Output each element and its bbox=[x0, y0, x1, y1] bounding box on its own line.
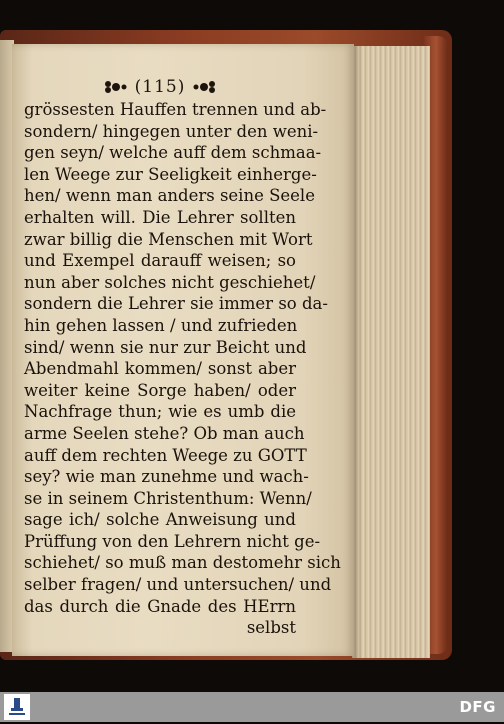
text-line: Prüffung von den Lehrern nicht ge- bbox=[24, 531, 321, 551]
text-line: sind/ wenn sie nur zur Beicht und bbox=[24, 337, 307, 357]
right-ornament-icon bbox=[191, 79, 217, 95]
text-line: sondern/ hingegen unter den weni- bbox=[24, 121, 319, 141]
text-line: das durch die Gnade des HErrn bbox=[24, 596, 296, 616]
page-number: (115) bbox=[134, 77, 186, 97]
text-line: gen seyn/ welche auff dem schmaa- bbox=[24, 143, 322, 163]
page-text bbox=[24, 99, 341, 639]
text-line: selber fragen/ und untersuchen/ und bbox=[24, 575, 332, 595]
viewer-footer-bar bbox=[0, 692, 504, 722]
text-line: Abendmahl kommen/ sonst aber bbox=[24, 359, 296, 379]
catchword: selbst bbox=[246, 618, 296, 638]
text-line: arme Seelen stehe? Ob man auch bbox=[24, 423, 305, 443]
library-seal-icon[interactable] bbox=[4, 694, 30, 720]
dfg-logo[interactable]: DFG bbox=[459, 698, 496, 716]
text-line: sey? wie man zunehme und wach- bbox=[24, 467, 309, 487]
text-line: sage ich/ solche Anweisung und bbox=[24, 510, 296, 530]
text-line: erhalten will. Die Lehrer sollten bbox=[24, 207, 296, 227]
text-line: sondern die Lehrer sie immer so da- bbox=[24, 294, 328, 314]
text-line: grössesten Hauffen trennen und ab- bbox=[24, 100, 327, 119]
text-line: len Weege zur Seeligkeit einherge- bbox=[24, 164, 317, 184]
text-line: se in seinem Christenthum: Wenn/ bbox=[24, 488, 312, 508]
text-line: weiter keine Sorge haben/ oder bbox=[24, 380, 296, 400]
page-stack bbox=[352, 46, 430, 658]
text-line: schiehet/ so muß man destomehr sich bbox=[24, 553, 341, 573]
left-ornament-icon bbox=[103, 79, 129, 95]
text-line: zwar billig die Menschen mit Wort bbox=[24, 229, 313, 249]
text-line: auff dem rechten Weege zu GOTT bbox=[24, 445, 307, 465]
text-line: Nachfrage thun; wie es umb die bbox=[24, 402, 296, 422]
text-line: hen/ wenn man anders seine Seele bbox=[24, 186, 315, 206]
text-line: hin gehen lassen / und zufrieden bbox=[24, 315, 298, 335]
text-line: und Exempel darauff weisen; so bbox=[24, 251, 296, 271]
text-line: nun aber solches nicht geschiehet/ bbox=[24, 272, 316, 292]
page-header bbox=[100, 76, 220, 98]
